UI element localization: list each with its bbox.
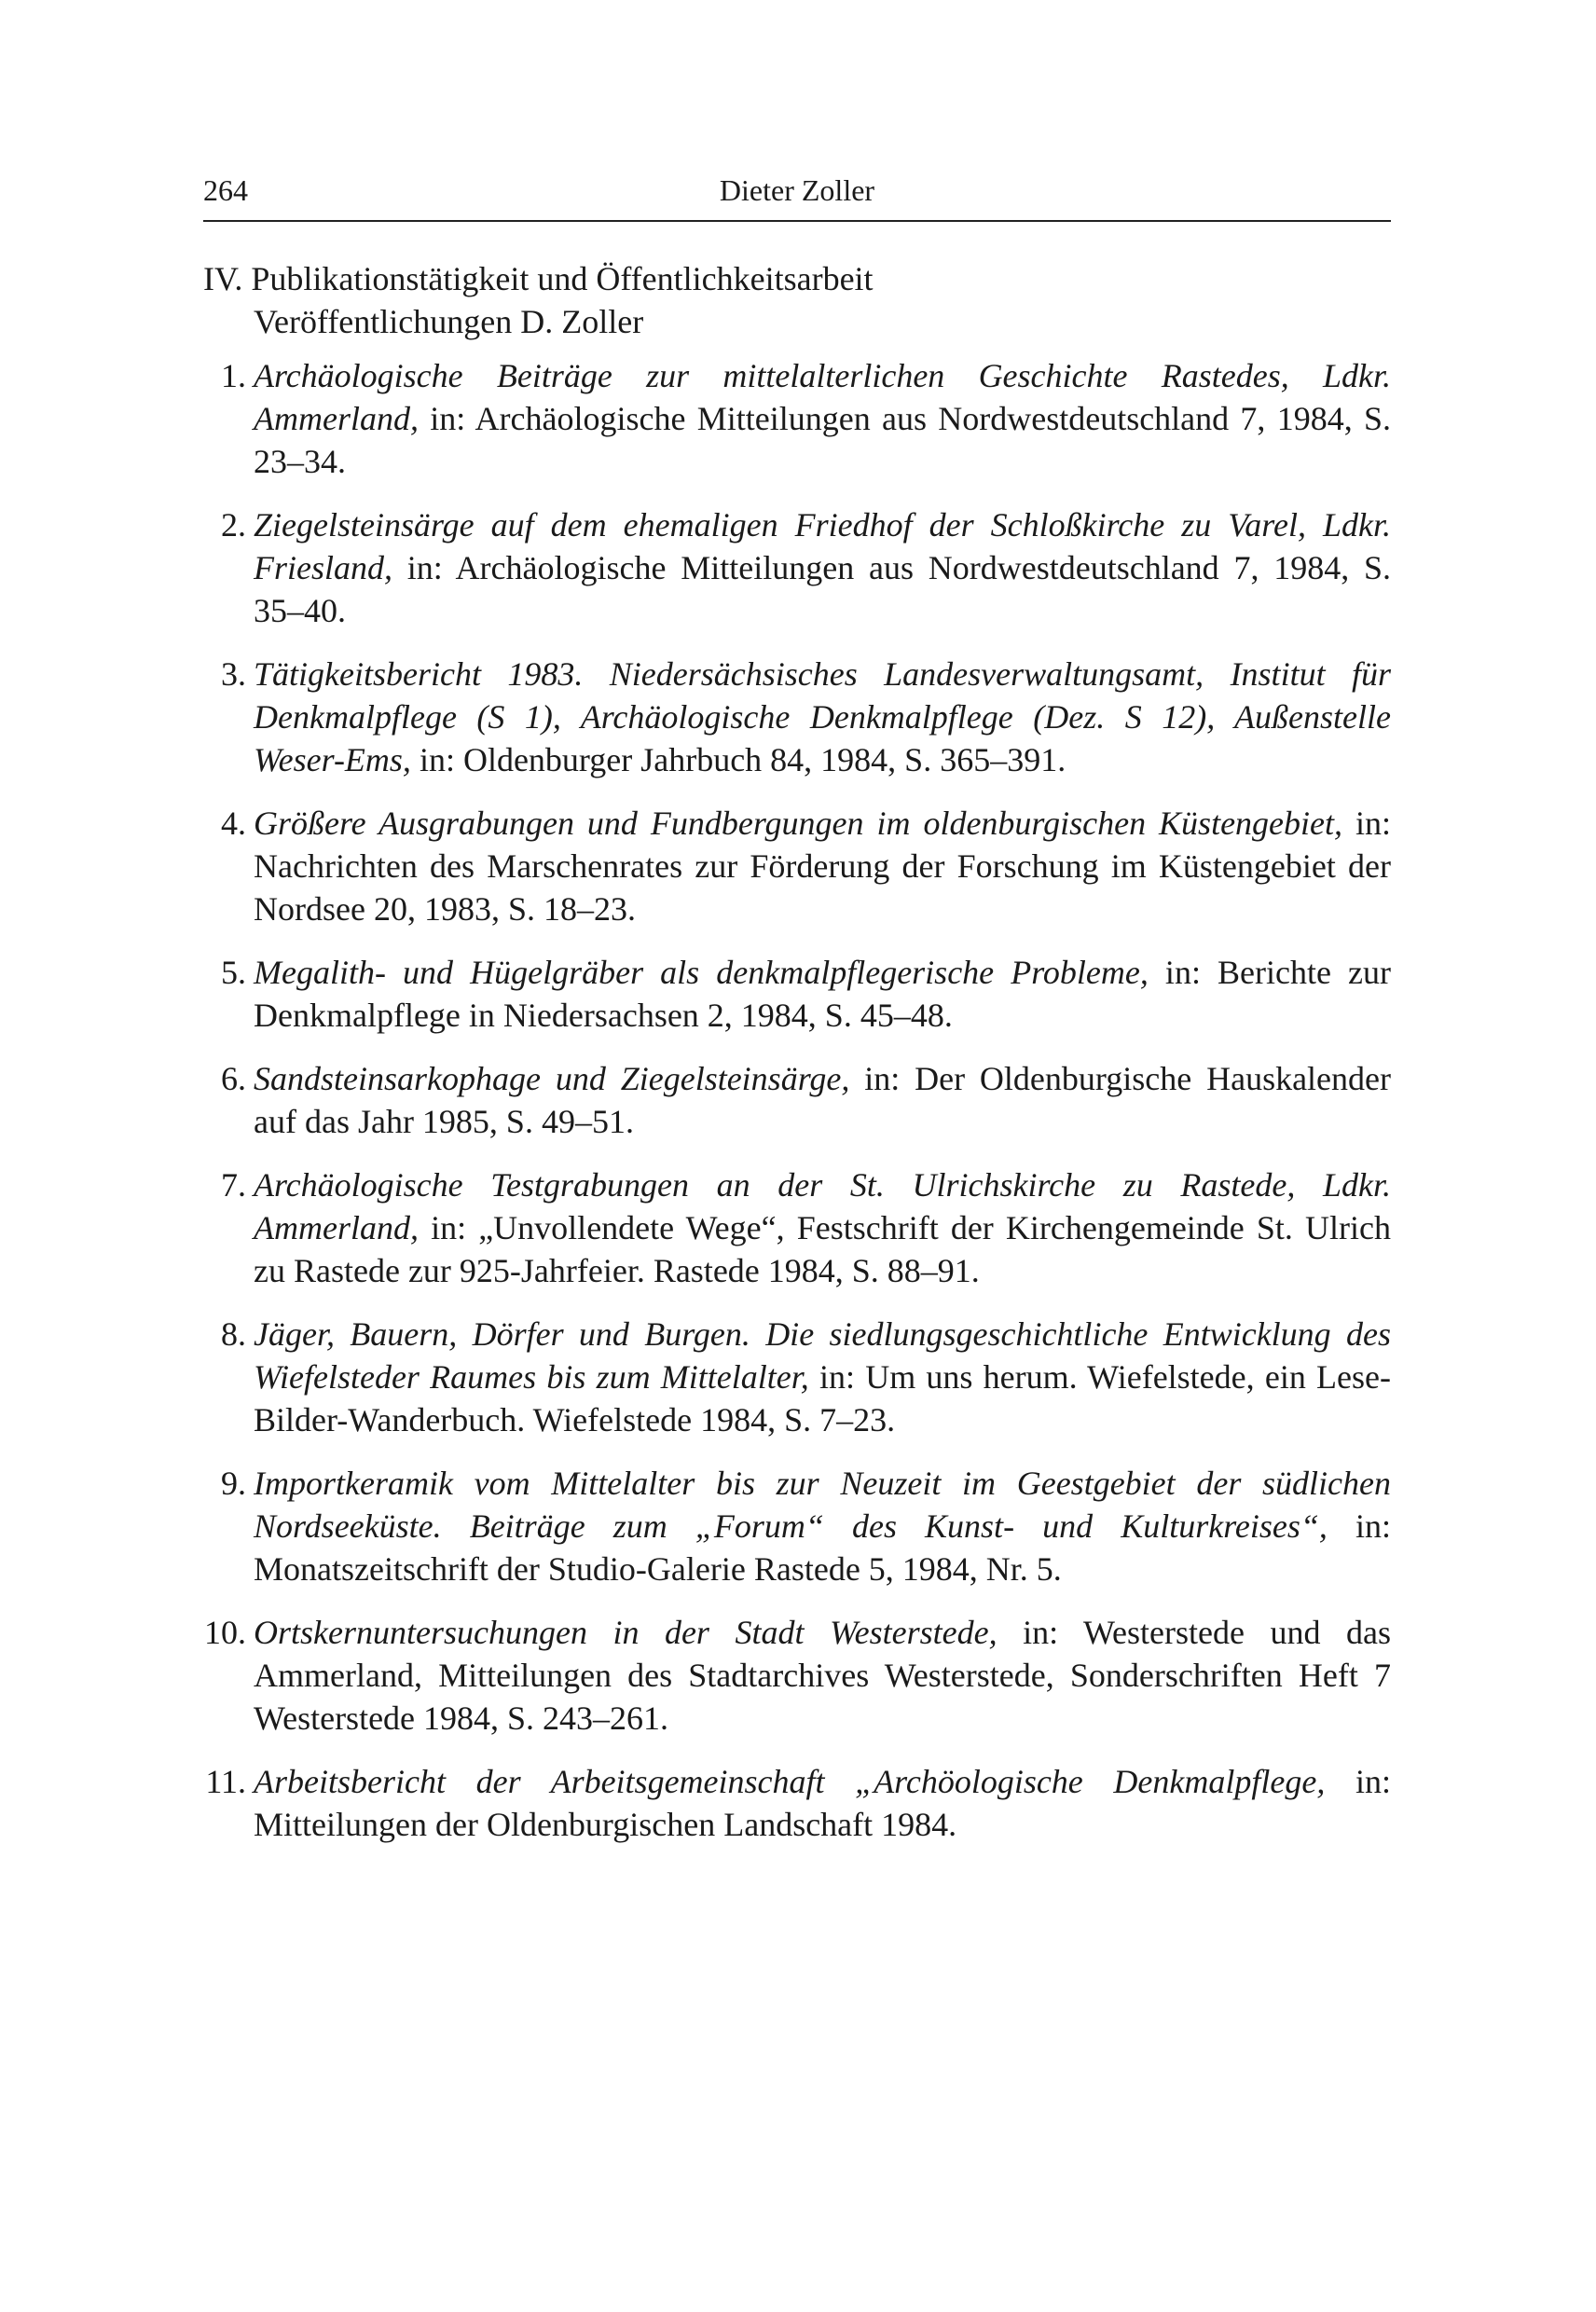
- list-item-number: 2.: [221, 506, 246, 544]
- list-item: [203, 1313, 1391, 1441]
- publication-source: in: Um uns herum. Wiefelstede, ein Lese-Bilder-Wanderbuch. Wiefelstede 1984, S. 7–23.: [254, 1358, 1391, 1438]
- list-item: [203, 1611, 1391, 1740]
- publication-title: Importkeramik vom Mittelalter bis zur Neuzeit im Geestgebiet der südlichen Nordseeküste. Beiträge zum „Forum“ des Kunst- und Kulturkreises“,: [254, 1465, 1391, 1545]
- list-item: [203, 1462, 1391, 1590]
- publication-title: Archäologische Testgrabungen an der St. Ulrichskirche zu Rastede, Ldkr. Ammerland,: [254, 1166, 1391, 1246]
- publication-source: in: „Unvollendete Wege“, Festschrift der Kirchengemeinde St. Ulrich zu Rastede zur 925-Jahrfeier. Rastede 1984, S. 88–91.: [254, 1209, 1391, 1289]
- page-header: [203, 173, 1391, 222]
- publication-title: Ziegelsteinsärge auf dem ehemaligen Friedhof der Schloßkirche zu Varel, Ldkr. Friesland,: [254, 506, 1391, 586]
- list-item: [203, 951, 1391, 1037]
- list-item: [203, 1163, 1391, 1292]
- publication-source: in: Archäologische Mitteilungen aus Nordwestdeutschland 7, 1984, S. 23–34.: [254, 400, 1391, 480]
- section-subtitle: Veröffentlichungen D. Zoller: [254, 303, 644, 340]
- section-heading: [203, 257, 1391, 343]
- publication-title: Archäologische Beiträge zur mittelalterlichen Geschichte Rastedes, Ldkr. Ammerland,: [254, 357, 1391, 437]
- list-item-number: 9.: [221, 1465, 246, 1502]
- list-item-number: 4.: [221, 805, 246, 842]
- publication-title: Arbeitsbericht der Arbeitsgemeinschaft „Archöologische Denkmalpflege,: [254, 1763, 1326, 1800]
- publication-title: Jäger, Bauern, Dörfer und Burgen. Die siedlungsgeschichtliche Entwicklung des Wiefelsteder Raumes bis zum Mittelalter,: [254, 1315, 1391, 1396]
- publication-source: in: Monatszeitschrift der Studio-Galerie Rastede 5, 1984, Nr. 5.: [254, 1507, 1391, 1588]
- list-item-number: 5.: [221, 954, 246, 991]
- list-item-number: 7.: [221, 1166, 246, 1204]
- list-item-number: 10.: [204, 1614, 246, 1651]
- publication-list: [203, 354, 1391, 1866]
- list-item-number: 3.: [221, 655, 246, 693]
- running-head: Dieter Zoller: [719, 173, 875, 207]
- section-title: IV. Publikationstätigkeit und Öffentlichkeitsarbeit: [203, 260, 874, 297]
- publication-title: Tätigkeitsbericht 1983. Niedersächsisches Landesverwaltungsamt, Institut für Denkmalpflege (S 1), Archäologische Denkmalpflege (Dez. S 12), Außenstelle Weser-Ems,: [254, 655, 1391, 778]
- list-item: [203, 354, 1391, 483]
- list-item-number: 8.: [221, 1315, 246, 1353]
- publication-title: Ortskernuntersuchungen in der Stadt Westerstede,: [254, 1614, 998, 1651]
- publication-source: in: Mitteilungen der Oldenburgischen Landschaft 1984.: [254, 1763, 1391, 1843]
- list-item: [203, 1760, 1391, 1846]
- publication-title: Sandsteinsarkophage und Ziegelsteinsärge,: [254, 1060, 850, 1097]
- list-item-number: 6.: [221, 1060, 246, 1097]
- publication-source: in: Archäologische Mitteilungen aus Nordwestdeutschland 7, 1984, S. 35–40.: [254, 549, 1391, 629]
- list-item: [203, 503, 1391, 632]
- publication-source: in: Westerstede und das Ammerland, Mitteilungen des Stadtarchives Westerstede, Sonderschriften Heft 7 Westerstede 1984, S. 243–261.: [254, 1614, 1391, 1737]
- publication-source: in: Der Oldenburgische Hauskalender auf das Jahr 1985, S. 49–51.: [254, 1060, 1392, 1140]
- publication-source: in: Oldenburger Jahrbuch 84, 1984, S. 365–391.: [410, 741, 1066, 778]
- list-item-number: 1.: [221, 357, 246, 394]
- list-item: [203, 1057, 1391, 1143]
- list-item-number: 11.: [205, 1763, 246, 1800]
- page-number: 264: [203, 173, 248, 207]
- header-rule: [203, 220, 1391, 222]
- publication-source: in: Berichte zur Denkmalpflege in Niedersachsen 2, 1984, S. 45–48.: [254, 954, 1391, 1034]
- publication-title: Megalith- und Hügelgräber als denkmalpflegerische Probleme,: [254, 954, 1149, 991]
- publication-title: Größere Ausgrabungen und Fundbergungen im oldenburgischen Küstengebiet,: [254, 805, 1343, 842]
- list-item: [203, 802, 1391, 930]
- publication-source: in: Nachrichten des Marschenrates zur Förderung der Forschung im Küstengebiet der Nordsee 20, 1983, S. 18–23.: [254, 805, 1391, 928]
- list-item: [203, 653, 1391, 781]
